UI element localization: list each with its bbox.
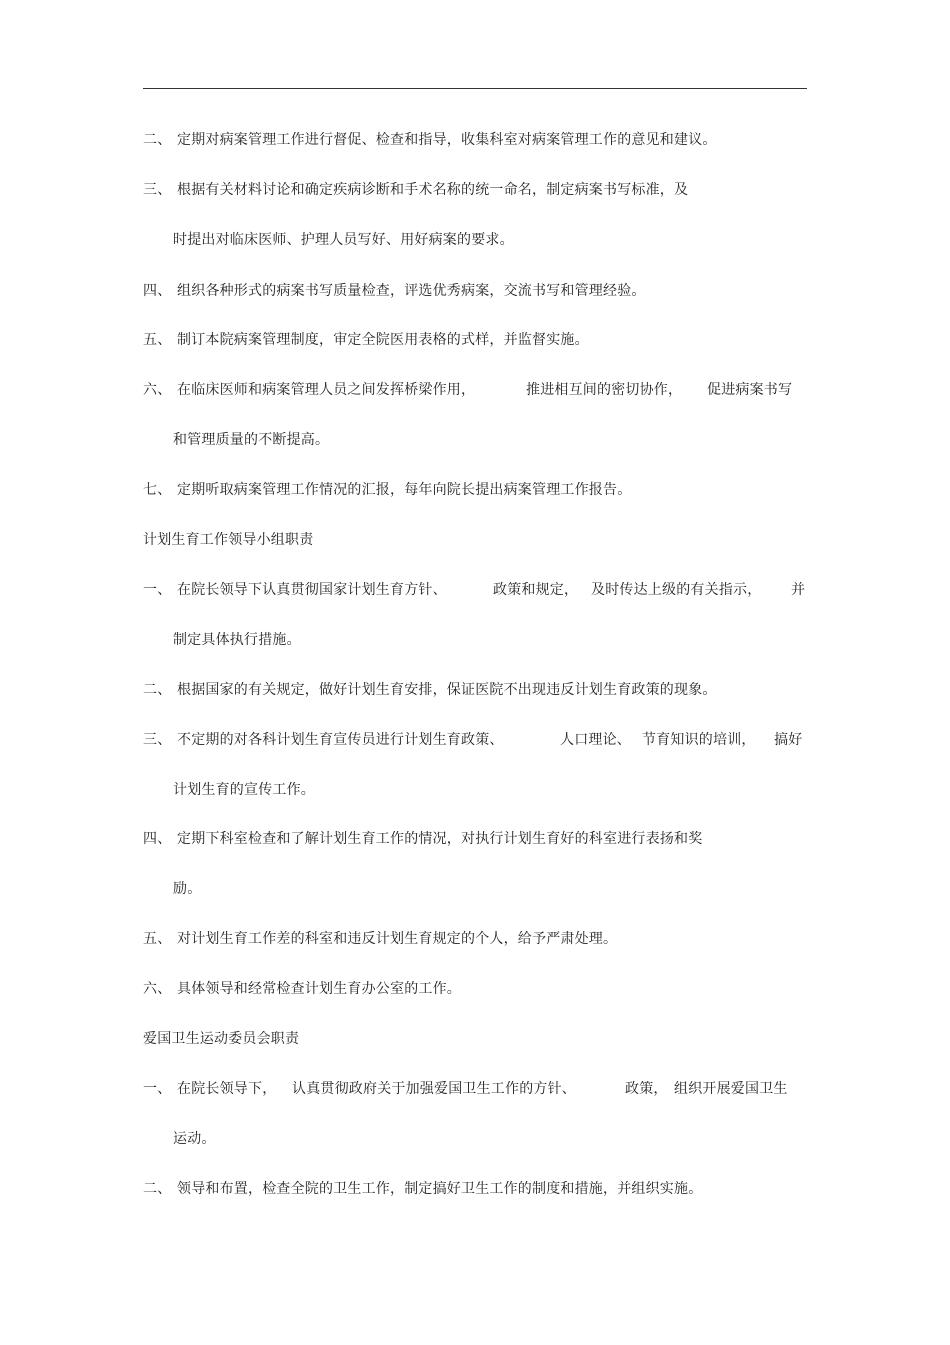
item-number: 七、 [143,482,172,498]
item-text-segment: 在院长领导下认真贯彻国家计划生育方针、 [177,582,447,598]
item-text: 对计划生育工作差的科室和违反计划生育规定的个人，给予严肃处理。 [177,931,618,947]
item-text-segment: 在临床医师和病案管理人员之间发挥桥梁作用， [177,382,476,398]
item-text-continuation: 励。 [173,881,202,897]
item-text-continuation: 计划生育的宣传工作。 [173,782,315,798]
item-text-continuation: 制定具体执行措施。 [173,632,301,648]
item-text-segment: 组织开展爱国卫生 [674,1081,788,1097]
item-number: 四、 [143,831,172,847]
item-text: 定期下科室检查和了解计划生育工作的情况，对执行计划生育好的科室进行表扬和奖 [177,831,703,847]
item-number: 二、 [143,132,172,148]
item-text: 定期听取病案管理工作情况的汇报，每年向院长提出病案管理工作报告。 [177,482,632,498]
item-text-segment: 并 [791,582,806,598]
item-text: 领导和布置，检查全院的卫生工作，制定搞好卫生工作的制度和措施，并组织实施。 [177,1181,703,1197]
item-text: 根据国家的有关规定，做好计划生育安排，保证医院不出现违反计划生育政策的现象。 [177,682,717,698]
header-rule [143,88,807,89]
item-text-segment: 不定期的对各科计划生育宣传员进行计划生育政策、 [177,732,504,748]
item-text-segment: 搞好 [774,732,803,748]
section-heading-text: 计划生育工作领导小组职责 [143,532,314,548]
item-number: 五、 [143,332,172,348]
item-text: 具体领导和经常检查计划生育办公室的工作。 [177,981,461,997]
item-text-segment: 节育知识的培训， [642,732,756,748]
item-text-segment: 推进相互间的密切协作， [526,382,683,398]
item-text-continuation: 运动。 [173,1131,216,1147]
item-number: 三、 [143,732,172,748]
item-text-segment: 促进病案书写 [707,382,793,398]
item-text-segment: 人口理论、 [560,732,631,748]
item-number: 一、 [143,1081,172,1097]
item-number: 一、 [143,582,172,598]
item-text: 根据有关材料讨论和确定疾病诊断和手术名称的统一命名，制定病案书写标准，及 [177,182,689,198]
item-number: 六、 [143,382,172,398]
item-text-continuation: 和管理质量的不断提高。 [173,432,330,448]
section-heading-text: 爱国卫生运动委员会职责 [143,1031,300,1047]
item-text-segment: 政策， [625,1081,668,1097]
item-text-segment: 及时传达上级的有关指示， [591,582,762,598]
item-number: 四、 [143,283,172,299]
item-text: 制订本院病案管理制度，审定全院医用表格的式样，并监督实施。 [177,332,589,348]
item-text-continuation: 时提出对临床医师、护理人员写好、用好病案的要求。 [173,232,514,248]
item-text: 定期对病案管理工作进行督促、检查和指导，收集科室对病案管理工作的意见和建议。 [177,132,717,148]
item-text: 组织各种形式的病案书写质量检查，评选优秀病案，交流书写和管理经验。 [177,283,646,299]
item-number: 二、 [143,1181,172,1197]
item-number: 五、 [143,931,172,947]
item-number: 六、 [143,981,172,997]
item-number: 三、 [143,182,172,198]
item-text-segment: 政策和规定， [493,582,579,598]
item-text-segment: 在院长领导下， [177,1081,277,1097]
item-number: 二、 [143,682,172,698]
item-text-segment: 认真贯彻政府关于加强爱国卫生工作的方针、 [292,1081,576,1097]
